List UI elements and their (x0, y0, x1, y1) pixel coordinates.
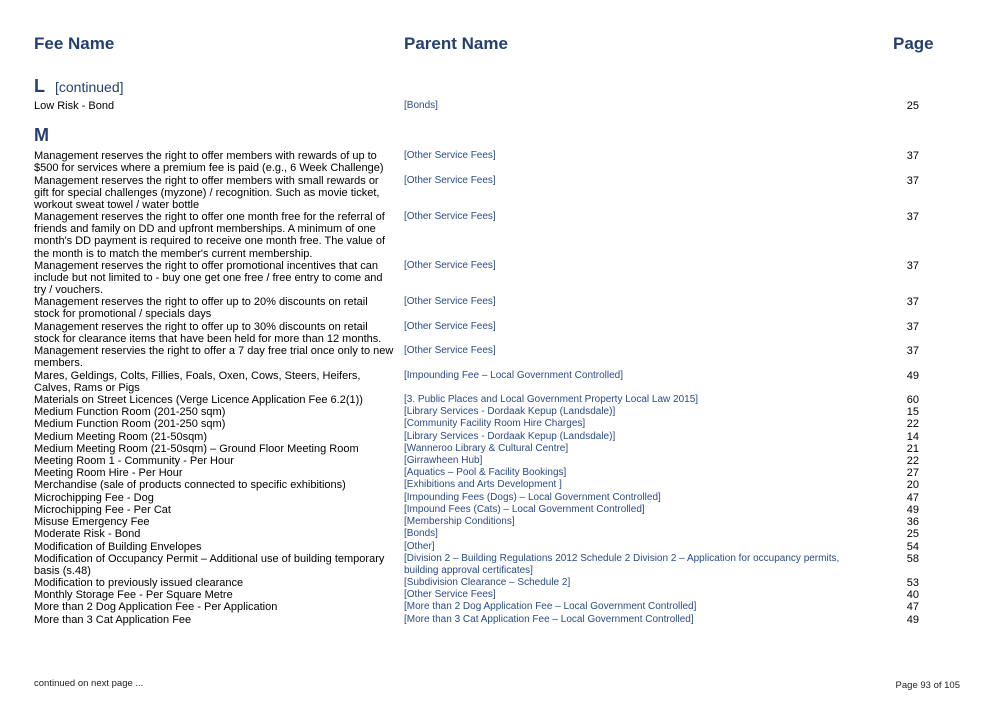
parent-name-link[interactable]: [Library Services - Dordaak Kepup (Landsdale)] (404, 431, 616, 442)
page-number-cell: 22 (906, 455, 919, 467)
fee-name-cell: Medium Meeting Room (21-50sqm) – Ground Floor Meeting Room (34, 443, 359, 455)
fee-name-cell: Low Risk - Bond (34, 100, 115, 112)
parent-name-link[interactable]: [Community Facility Room Hire Charges] (404, 418, 586, 429)
fee-name-cell: More than 2 Dog Application Fee - Per Application (34, 601, 278, 613)
parent-name-link[interactable]: [Impounding Fee – Local Government Controlled] (404, 370, 624, 381)
fee-name-cell: Management reserves the right to offer up to 30% discounts on retail stock for clearance items that have been held for more than 12 months. (34, 321, 382, 346)
fee-name-cell: Merchandise (sale of products connected to specific exhibitions) (34, 479, 346, 491)
page-number-cell: 40 (906, 589, 919, 601)
parent-name-link[interactable]: [Other Service Fees] (404, 589, 496, 600)
page-number-cell: 37 (906, 150, 919, 162)
column-header-fee-name: Fee Name (34, 34, 115, 53)
fee-name-cell: Materials on Street Licences (Verge Licence Application Fee 6.2(1)) (34, 394, 363, 406)
page-number-cell: 49 (906, 370, 919, 382)
page-number-cell: 58 (906, 553, 919, 565)
footer-page-number: Page 93 of 105 (895, 680, 960, 691)
page-number-cell: 37 (906, 321, 919, 333)
page-number-cell: 49 (906, 614, 919, 626)
parent-name-link[interactable]: [Aquatics – Pool & Facility Bookings] (404, 467, 567, 478)
parent-name-link[interactable]: [Bonds] (404, 528, 438, 539)
section-heading-l (34, 76, 124, 97)
fee-name-cell: Management reserves the right to offer up to 20% discounts on retail stock for promotional / specials days (34, 296, 368, 321)
parent-name-link[interactable]: [Other Service Fees] (404, 296, 496, 307)
parent-name-link[interactable]: [Exhibitions and Arts Development ] (404, 479, 562, 490)
parent-name-link[interactable]: [Impound Fees (Cats) – Local Government Controlled] (404, 504, 645, 515)
section-letter: M (34, 125, 49, 145)
parent-name-link[interactable]: [Other Service Fees] (404, 321, 496, 332)
fee-name-cell: Meeting Room Hire - Per Hour (34, 467, 183, 479)
page-number-cell: 37 (906, 211, 919, 223)
page-number-cell: 27 (906, 467, 919, 479)
page-number-cell: 47 (906, 492, 919, 504)
fee-name-cell: More than 3 Cat Application Fee (34, 614, 192, 626)
column-header-parent-name: Parent Name (404, 34, 508, 53)
page-number-cell: 25 (906, 100, 919, 112)
fee-name-cell: Management reserves the right to offer one month free for the referral of friends and family on DD and upfront memberships. A minimum of one month's DD payment is required to receive one month free. The value of the month is to match the member's current membership. (34, 211, 386, 260)
fee-name-cell: Medium Function Room (201-250 sqm) (34, 406, 226, 418)
fee-name-cell: Modification of Building Envelopes (34, 541, 202, 553)
page-number-cell: 22 (906, 418, 919, 430)
parent-name-link[interactable]: [Subdivision Clearance – Schedule 2] (404, 577, 571, 588)
page-number-cell: 21 (906, 443, 919, 455)
parent-name-link[interactable]: [More than 2 Dog Application Fee – Local Government Controlled] (404, 601, 697, 612)
fee-name-cell: Microchipping Fee - Per Cat (34, 504, 171, 516)
fee-name-cell: Monthly Storage Fee - Per Square Metre (34, 589, 233, 601)
fee-name-cell: Misuse Emergency Fee (34, 516, 150, 528)
section-letter: L (34, 76, 45, 96)
parent-name-link[interactable]: [Other Service Fees] (404, 150, 496, 161)
parent-name-link[interactable]: [Membership Conditions] (404, 516, 515, 527)
parent-name-link[interactable]: [Girrawheen Hub] (404, 455, 483, 466)
footer-continued: continued on next page ... (34, 678, 144, 689)
page-number-cell: 47 (906, 601, 919, 613)
page-number-cell: 49 (906, 504, 919, 516)
page-number-cell: 60 (906, 394, 919, 406)
section-heading-m (34, 125, 49, 146)
page-number-cell: 37 (906, 345, 919, 357)
parent-name-link[interactable]: [More than 3 Cat Application Fee – Local Government Controlled] (404, 614, 694, 625)
page-number-cell: 36 (906, 516, 919, 528)
column-header-page: Page (893, 34, 934, 53)
parent-name-link[interactable]: [Library Services - Dordaak Kepup (Landsdale)] (404, 406, 616, 417)
fee-name-cell: Moderate Risk - Bond (34, 528, 141, 540)
fee-name-cell: Management reserves the right to offer members with rewards of up to $500 for services where a premium fee is paid (e.g., 6 Week Challenge) (34, 150, 384, 175)
fee-name-cell: Meeting Room 1 - Community - Per Hour (34, 455, 234, 467)
parent-name-link[interactable]: [Other Service Fees] (404, 175, 496, 186)
parent-name-link[interactable]: [Wanneroo Library & Cultural Centre] (404, 443, 569, 454)
page-number-cell: 15 (906, 406, 919, 418)
parent-name-link[interactable]: [Other Service Fees] (404, 260, 496, 271)
fee-name-cell: Modification of Occupancy Permit – Additional use of building temporary basis (s.48) (34, 553, 385, 578)
parent-name-link[interactable]: [Impounding Fees (Dogs) – Local Government Controlled] (404, 492, 661, 503)
fee-name-cell: Mares, Geldings, Colts, Fillies, Foals, Oxen, Cows, Steers, Heifers, Calves, Rams or Pigs (34, 370, 361, 395)
fee-name-cell: Microchipping Fee - Dog (34, 492, 154, 504)
section-continued-label: [continued] (55, 79, 124, 95)
parent-name-link[interactable]: [Bonds] (404, 100, 438, 111)
page-number-cell: 54 (906, 541, 919, 553)
page-number-cell: 53 (906, 577, 919, 589)
parent-name-link[interactable]: [Division 2 – Building Regulations 2012 Schedule 2 Division 2 – Application for occupancy permits, building approval certificates] (404, 553, 840, 577)
parent-name-link[interactable]: [3. Public Places and Local Government Property Local Law 2015] (404, 394, 699, 405)
fee-name-cell: Medium Meeting Room (21-50sqm) (34, 431, 208, 443)
fee-name-cell: Management reservies the right to offer a 7 day free trial once only to new members. (34, 345, 394, 370)
page-number-cell: 37 (906, 296, 919, 308)
parent-name-link[interactable]: [Other] (404, 541, 435, 552)
fee-name-cell: Medium Function Room (201-250 sqm) (34, 418, 226, 430)
parent-name-link[interactable]: [Other Service Fees] (404, 211, 496, 222)
page-number-cell: 25 (906, 528, 919, 540)
page-number-cell: 14 (906, 431, 919, 443)
fee-name-cell: Management reserves the right to offer promotional incentives that can include but not limited to - buy one get one free / free entry to come and try / vouchers. (34, 260, 383, 297)
page-number-cell: 37 (906, 260, 919, 272)
fee-name-cell: Modification to previously issued clearance (34, 577, 244, 589)
fee-name-cell: Management reserves the right to offer members with small rewards or gift for special challenges (myzone) / recognition. Such as movie ticket, workout sweat towel / water bottle (34, 175, 380, 212)
page-number-cell: 37 (906, 175, 919, 187)
parent-name-link[interactable]: [Other Service Fees] (404, 345, 496, 356)
page-number-cell: 20 (906, 479, 919, 491)
